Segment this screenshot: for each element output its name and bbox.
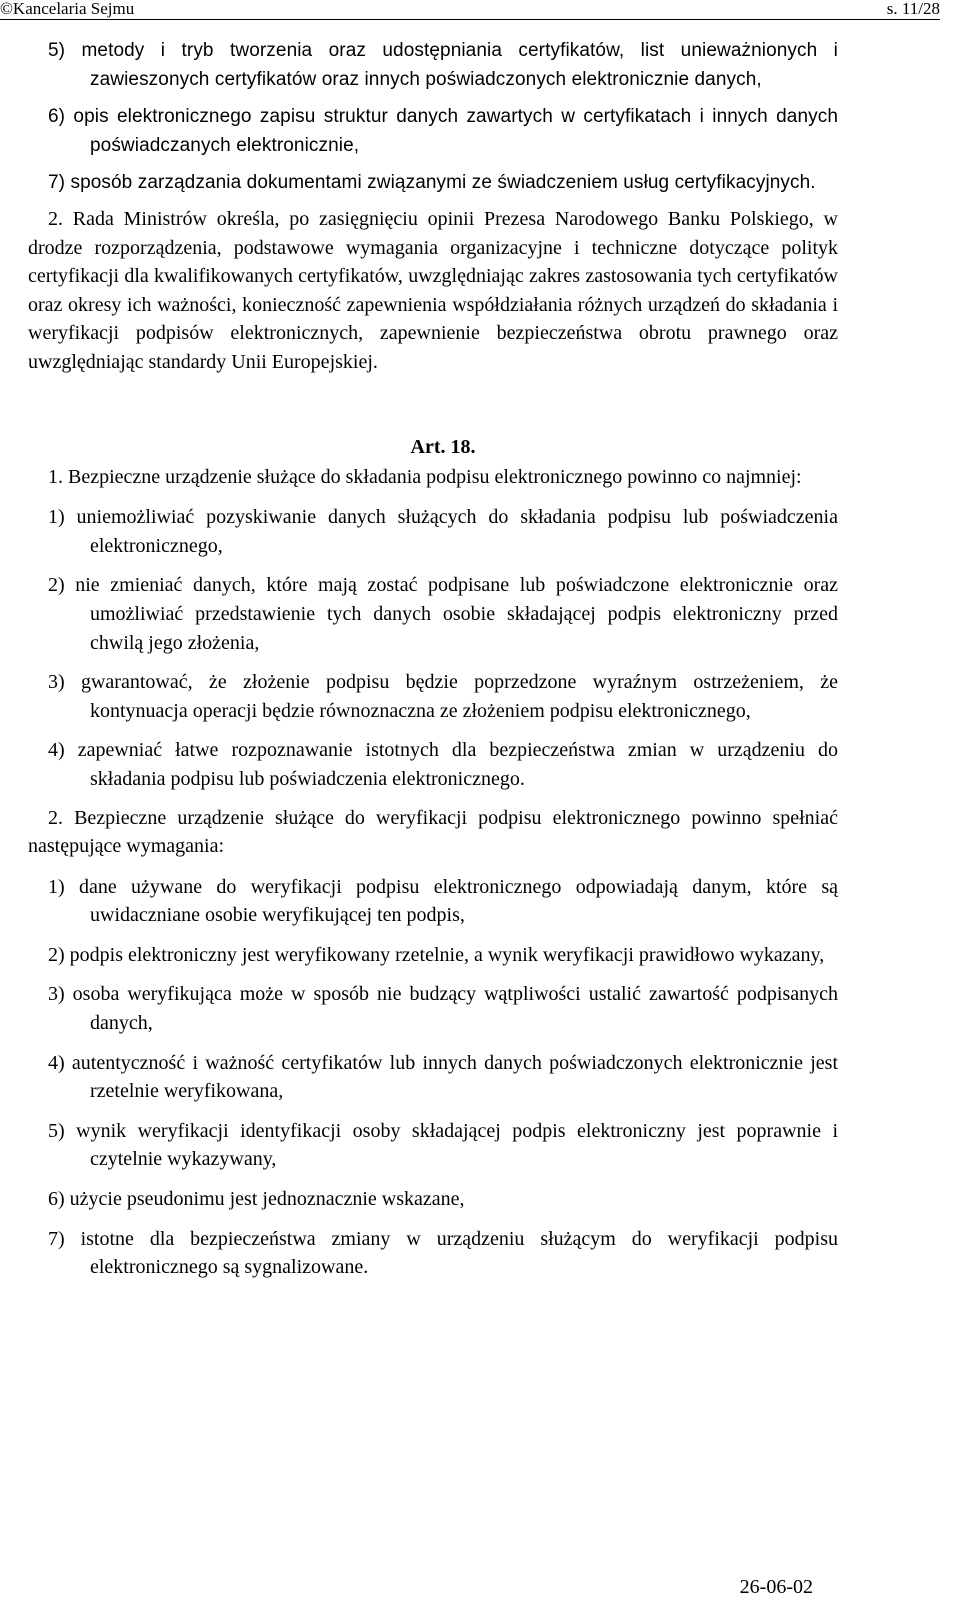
copyright-label: ©Kancelaria Sejmu	[0, 0, 135, 18]
list-item: 5) metody i tryb tworzenia oraz udostępniania certyfikatów, list unieważnionych i zawieszonych certyfikatów oraz innych poświadczonych elektronicznie danych,	[48, 40, 838, 90]
section-2-paragraph: 2. Rada Ministrów określa, po zasięgnięciu opinii Prezesa Narodowego Banku Polskiego, w drodze rozporządzenia, podstawowe wymagania organizacyjne i techniczne dotyczące polityk certyfikacji dla kwalifikowanych certyfikatów, uwzględniając zakres zastosowania tych certyfikatów oraz okresy ich ważności, konieczność zapewnienia współdziałania różnych urządzeń do składania i weryfikacji podpisów elektronicznych, zapewnienie bezpieczeństwa obrotu prawnego oraz uwzględniając standardy Unii Europejskiej.	[28, 208, 838, 373]
list-item: 3) gwarantować, że złożenie podpisu będzie poprzedzone wyraźnym ostrzeżeniem, że kontynuacja operacji będzie równoznaczna ze złożeniem podpisu elektronicznego,	[48, 671, 838, 722]
page-header	[0, 0, 960, 22]
list-item: 6) opis elektronicznego zapisu struktur danych zawartych w certyfikatach i innych danych poświadczanych elektronicznie,	[48, 106, 838, 156]
art18-section-1-list	[48, 503, 838, 793]
list-item: 5) wynik weryfikacji identyfikacji osoby składającej podpis elektroniczny jest poprawnie i czytelnie wykazywany,	[48, 1119, 838, 1171]
list-item: 2) podpis elektroniczny jest weryfikowany rzetelnie, a wynik weryfikacji prawidłowo wykazany,	[48, 943, 825, 966]
list-item: 1) uniemożliwiać pozyskiwanie danych służących do składania podpisu lub poświadczenia elektronicznego,	[48, 506, 838, 557]
document-date: 26-06-02	[739, 1576, 813, 1598]
list-item: 1) dane używane do weryfikacji podpisu elektronicznego odpowiadają danym, które są uwidaczniane osobie weryfikującej ten podpis,	[48, 875, 838, 927]
list-continuation	[48, 36, 838, 197]
list-item: 7) sposób zarządzania dokumentami związanymi ze świadczeniem usług certyfikacyjnych.	[48, 172, 816, 193]
document-body	[28, 36, 838, 1282]
list-item: 4) zapewniać łatwe rozpoznawanie istotnych dla bezpieczeństwa zmian w urządzeniu do składania podpisu lub poświadczenia elektronicznego.	[48, 739, 838, 790]
header-divider	[0, 19, 940, 20]
list-item: 7) istotne dla bezpieczeństwa zmiany w urządzeniu służącym do weryfikacji podpisu elektronicznego są sygnalizowane.	[48, 1227, 838, 1279]
list-item: 3) osoba weryfikująca może w sposób nie budzący wątpliwości ustalić zawartość podpisanych danych,	[48, 983, 838, 1035]
page-number: s. 11/28	[886, 0, 940, 18]
art18-section-2-intro: 2. Bezpieczne urządzenie służące do weryfikacji podpisu elektronicznego powinno spełniać następujące wymagania:	[28, 806, 838, 858]
list-item: 2) nie zmieniać danych, które mają zostać podpisane lub poświadczone elektronicznie oraz umożliwiać przedstawienie tych danych osobie składającej podpis elektroniczny przed chwilą jego złożenia,	[48, 574, 838, 654]
art18-section-1-intro: 1. Bezpieczne urządzenie służące do składania podpisu elektronicznego powinno co najmniej:	[48, 465, 802, 488]
article-title: Art. 18.	[410, 435, 476, 458]
list-item: 4) autentyczność i ważność certyfikatów lub innych danych poświadczonych elektronicznie jest rzetelnie weryfikowana,	[48, 1051, 838, 1103]
list-item: 6) użycie pseudonimu jest jednoznacznie wskazane,	[48, 1188, 465, 1211]
art18-section-2-list	[48, 873, 838, 1282]
